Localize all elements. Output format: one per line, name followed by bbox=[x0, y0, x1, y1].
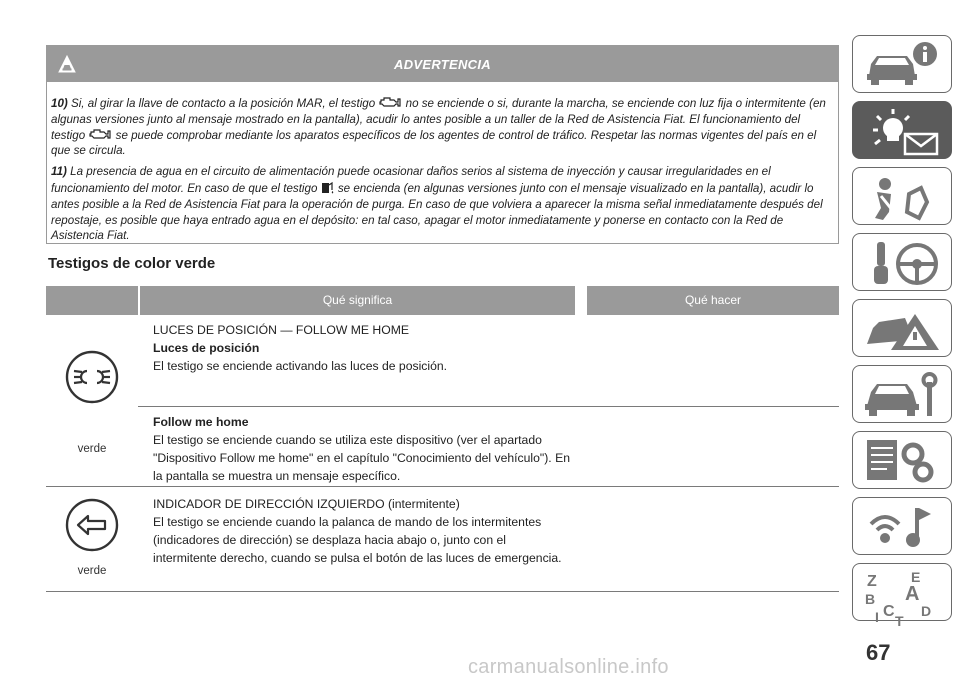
row-icon-cell bbox=[46, 315, 138, 486]
row-caps-title: INDICADOR DE DIRECCIÓN IZQUIERDO (intermitente) bbox=[153, 497, 460, 511]
warning-lights-table bbox=[46, 286, 839, 592]
tab-starting-driving[interactable] bbox=[852, 233, 952, 291]
warning-item-text: se puede comprobar mediante los aparatos específicos de los agentes de control de tráfico. Respetar las normas vigentes del país en el que se circula. bbox=[51, 128, 817, 158]
section-title: Testigos de color verde bbox=[48, 255, 216, 272]
key-steering-wheel-icon bbox=[861, 238, 945, 288]
row-heading: Follow me home bbox=[153, 415, 249, 429]
row-block bbox=[138, 487, 839, 567]
tab-emergency[interactable] bbox=[852, 299, 952, 357]
row-text-cell bbox=[138, 487, 839, 591]
row-description-line: (indicadores de dirección) se desplaza hacia abajo o, junto con el bbox=[153, 533, 506, 547]
lamp-color-label: verde bbox=[77, 443, 107, 455]
warning-item-text: se encienda (en algunas versiones junto con el mensaje visualizado en la pantalla), acudir lo antes posible a la Red de Asistencia Fiat para la operación de purga. En caso de que volviera a aparecer la misma señal inmediatamente después del repostaje, es posible que haya entrado agua en el depósito: en tal caso, apagar el motor inmediatamente y ponerse en contacto con la Red de Asistencia Fiat. bbox=[51, 181, 823, 243]
warning-item-text: La presencia de agua en el circuito de alimentación puede ocasionar daños serios al sistema de inyección y causar irregularidades en el funcionamiento del motor. En caso de que el testigo bbox=[51, 165, 771, 195]
index-letter: B bbox=[865, 591, 876, 607]
table-header-empty bbox=[46, 286, 138, 315]
page-number: 67 bbox=[866, 640, 891, 665]
table-header-meaning: Qué significa bbox=[138, 286, 575, 315]
emergency-road-icon bbox=[861, 304, 945, 354]
index-letter: D bbox=[921, 603, 932, 619]
index-letter: A bbox=[905, 583, 920, 605]
warning-item-11 bbox=[51, 164, 834, 244]
row-description-line: El testigo se enciende cuando se utiliza este dispositivo (ver el apartado bbox=[153, 433, 542, 447]
tab-maintenance[interactable] bbox=[852, 365, 952, 423]
engine-check-icon bbox=[378, 96, 402, 108]
row-description-line: "Dispositivo Follow me home" en el capítulo "Conocimiento del vehículo"). En bbox=[153, 451, 570, 465]
row-heading: Luces de posición bbox=[153, 341, 260, 355]
index-letter: I bbox=[875, 609, 879, 625]
tab-car-info[interactable] bbox=[852, 35, 952, 93]
warning-box bbox=[46, 45, 839, 244]
table-header bbox=[46, 286, 839, 315]
warning-item-number: 11) bbox=[51, 165, 67, 179]
water-in-fuel-icon bbox=[321, 180, 335, 194]
row-description-line: El testigo se enciende cuando la palanca de mando de los intermitentes bbox=[153, 515, 542, 529]
technical-data-icon bbox=[861, 436, 945, 486]
warning-header bbox=[47, 46, 838, 82]
tab-multimedia[interactable] bbox=[852, 497, 952, 555]
tab-safety[interactable] bbox=[852, 167, 952, 225]
row-text-cell bbox=[138, 315, 839, 486]
table-row bbox=[46, 487, 839, 592]
row-block bbox=[138, 406, 839, 485]
row-description-line: la pantalla se muestra un mensaje específico. bbox=[153, 469, 401, 483]
position-lights-icon bbox=[64, 349, 120, 405]
watermark: carmanualsonline.info bbox=[468, 656, 669, 678]
row-description-line: intermitente derecho, cuando se pulsa el botón de las luces de emergencia. bbox=[153, 551, 562, 565]
warning-item-text: Si, al girar la llave de contacto a la posición MAR, el testigo bbox=[71, 97, 376, 110]
tab-warning-lights[interactable] bbox=[852, 101, 952, 159]
maintenance-icon bbox=[861, 370, 945, 420]
multimedia-icon bbox=[861, 502, 945, 552]
index-letter: E bbox=[911, 569, 921, 585]
engine-check-icon bbox=[88, 128, 112, 140]
warning-lights-icon bbox=[861, 106, 945, 156]
warning-body bbox=[47, 82, 838, 244]
warning-item-text: no se enciende o si, durante la marcha, se enciende con luz fija o intermitente (en algunas versiones junto al mensaje mostrado en la pantalla), acudir lo antes posible a un taller de la Red de Asistencia Fiat. El funcionamiento del testigo bbox=[51, 97, 826, 142]
left-turn-indicator-icon bbox=[64, 497, 120, 553]
alphabetical-index-icon bbox=[861, 568, 945, 628]
lamp-color-label: verde bbox=[77, 565, 107, 577]
safety-airbag-icon bbox=[861, 172, 945, 222]
car-info-icon bbox=[861, 40, 945, 90]
tab-index[interactable] bbox=[852, 563, 952, 628]
row-description: El testigo se enciende activando las luces de posición. bbox=[153, 359, 448, 373]
row-icon-cell bbox=[46, 487, 138, 591]
tab-technical-data[interactable] bbox=[852, 431, 952, 489]
index-letter: T bbox=[895, 613, 904, 628]
index-letter: C bbox=[883, 603, 895, 620]
table-row bbox=[46, 315, 839, 487]
row-caps-title: LUCES DE POSICIÓN — FOLLOW ME HOME bbox=[153, 323, 409, 337]
warning-item-number: 10) bbox=[51, 97, 68, 110]
table-header-action: Qué hacer bbox=[575, 286, 839, 315]
index-letter: Z bbox=[867, 573, 877, 590]
warning-title: ADVERTENCIA bbox=[394, 57, 491, 72]
warning-item-10 bbox=[51, 96, 834, 159]
row-block bbox=[138, 315, 839, 406]
